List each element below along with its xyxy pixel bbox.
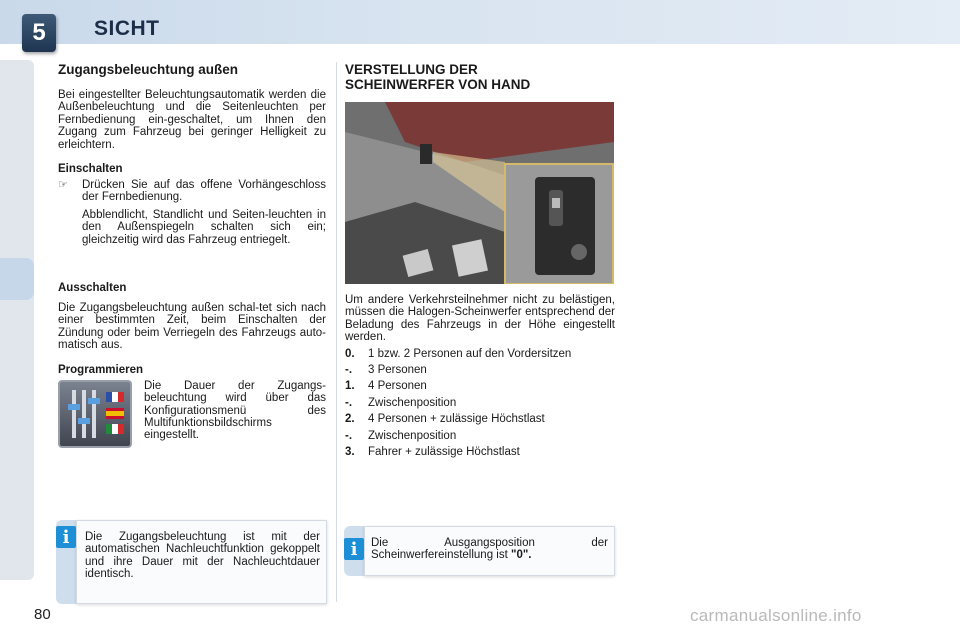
- switch-on-step: [58, 179, 326, 204]
- programming-heading: Programmieren: [58, 363, 144, 376]
- switch-on-step-text: Drücken Sie auf das offene Vorhängeschloss der Fernbedienung.: [82, 179, 326, 204]
- position-key: 3.: [345, 446, 355, 459]
- section-heading-headlamp-adjust: [345, 62, 615, 92]
- list-item: [345, 446, 615, 458]
- position-text: 1 bzw. 2 Personen auf den Vordersitzen: [368, 347, 572, 360]
- info-text-right-value: "0".: [511, 549, 532, 562]
- chapter-title: SICHT: [94, 17, 160, 40]
- list-item: [345, 348, 615, 360]
- position-text: Zwischenposition: [368, 396, 457, 409]
- list-item: [345, 380, 615, 392]
- position-text: 4 Personen + zulässige Höchstlast: [368, 413, 545, 426]
- list-item: [345, 364, 615, 376]
- right-column: [345, 62, 615, 458]
- dashboard-photo: [345, 102, 614, 284]
- info-box-left: [76, 520, 327, 604]
- left-column: [58, 62, 326, 448]
- switch-on-heading: Einschalten: [58, 163, 123, 176]
- intro-text: Bei eingestellter Beleuchtungsautomatik werden die Außenbeleuchtung und die Seitenleuchten per Fernbedienung ein-geschaltet, um Ihnen den Zugang zum Fahrzeug bei geringer Helligkeit zu erleichtern.: [58, 89, 326, 151]
- chapter-number: 5: [22, 14, 56, 52]
- info-text-right: [371, 537, 608, 562]
- position-key: -.: [345, 429, 353, 442]
- heading-line-1: VERSTELLUNG DER: [345, 62, 478, 77]
- info-box-right: [364, 526, 615, 576]
- switch-on-result: [58, 209, 326, 246]
- headlamp-intro: Um andere Verkehrsteilnehmer nicht zu belästigen, müssen die Halogen-Scheinwerfer entsprechend der Beladung des Fahrzeugs in der Höhe eingestellt werden.: [345, 294, 615, 344]
- position-key: 1.: [345, 380, 355, 393]
- list-item: [345, 413, 615, 425]
- headlamp-position-list: [345, 348, 615, 459]
- list-item: [345, 397, 615, 409]
- programming-row: [58, 380, 326, 448]
- position-key: 2.: [345, 413, 355, 426]
- column-divider: [336, 62, 337, 602]
- list-item: [345, 430, 615, 442]
- section-heading-exterior-lighting: Zugangsbeleuchtung außen: [58, 62, 239, 77]
- programming-text: Die Dauer der Zugangs-beleuchtung wird über das Konfigurationsmenü des Multifunktionsbildschirms eingestellt.: [144, 379, 326, 442]
- info-icon: i: [56, 526, 76, 548]
- page-number: 80: [34, 606, 51, 623]
- left-side-strip: [0, 60, 34, 580]
- watermark: carmanualsonline.info: [690, 606, 862, 625]
- pointing-hand-icon: ☞: [58, 179, 68, 192]
- switch-off-text: Die Zugangsbeleuchtung außen schal-tet sich nach einer bestimmten Zeit, beim Einschalten der Zündung oder beim Verriegeln des Fahrzeugs auto-matisch aus.: [58, 302, 326, 352]
- switch-off-heading: Ausschalten: [58, 282, 127, 295]
- position-text: 3 Personen: [368, 364, 427, 377]
- chapter-tab-marker: [0, 258, 34, 300]
- position-key: 0.: [345, 347, 355, 360]
- info-text-left: Die Zugangsbeleuchtung ist mit der automatischen Nachleuchtfunktion gekoppelt und ihre Dauer mit der Nachleuchtdauer identisch.: [85, 531, 320, 581]
- position-key: -.: [345, 396, 353, 409]
- info-text-right-prefix: Die Ausgangsposition der Scheinwerfereinstellung ist: [371, 537, 608, 562]
- heading-line-2: SCHEINWERFER VON HAND: [345, 77, 531, 92]
- position-text: 4 Personen: [368, 380, 427, 393]
- position-text: Zwischenposition: [368, 429, 457, 442]
- position-text: Fahrer + zulässige Höchstlast: [368, 446, 520, 459]
- switch-on-result-text: Abblendlicht, Standlicht und Seiten-leuchten in den Außenspiegeln schalten sich ein; gleichzeitig wird das Fahrzeug entriegelt.: [82, 208, 326, 246]
- sliders-flags-icon: [58, 380, 132, 448]
- info-icon: i: [344, 538, 364, 560]
- position-key: -.: [345, 364, 353, 377]
